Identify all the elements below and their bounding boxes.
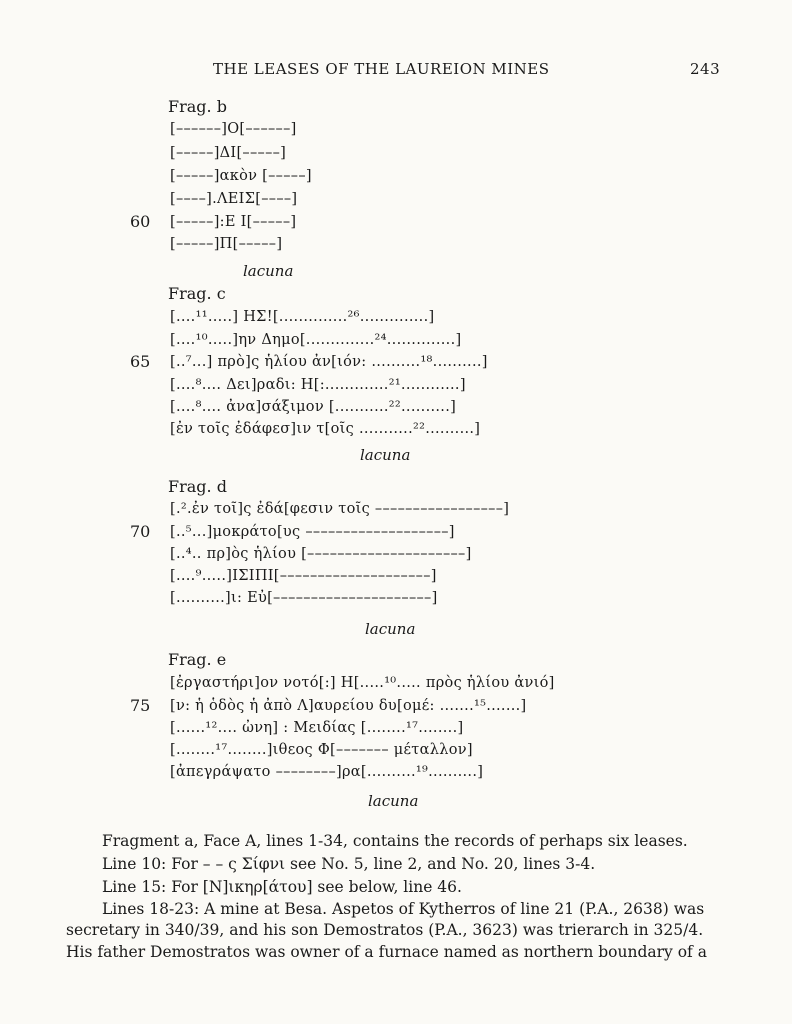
commentary-line: Line 10: For – – ς Σίφνι see No. 5, line 2, and No. 20, lines 3-4.: [102, 855, 596, 873]
lacuna-d: lacuna: [365, 620, 416, 638]
frag-d-line: [..⁴.. πρ]ὸς ἡλίου [–––––––––––––––––––––]: [170, 546, 472, 562]
commentary-line: Lines 18-23: A mine at Besa. Aspetos of Kytherros of line 21 (P.A., 2638) was: [102, 900, 705, 918]
frag-b-line: [––––].ΛΕΙΣ[––––]: [170, 191, 298, 207]
frag-c-line: [..⁷...] πρὸ]ς ἡλίου ἀν[ιόν: ..........¹⁸..........]: [170, 354, 488, 370]
frag-e-line: [......¹².... ὠνη] : Μειδίας [........¹⁷........]: [170, 720, 464, 736]
frag-c-line: [ἐν τοῖς ἐδάφεσ]ιν τ[οῖς ...........²²..........]: [170, 421, 481, 437]
frag-d-label: Frag. d: [168, 477, 227, 496]
lacuna-e: lacuna: [368, 792, 419, 810]
commentary-line: secretary in 340/39, and his son Demostratos (P.A., 3623) was trierarch in 325/4.: [66, 921, 704, 939]
frag-b-line: [–––––]ΔΙ[–––––]: [170, 145, 287, 161]
lacuna-b: lacuna: [243, 262, 294, 280]
frag-c-line: [....¹¹.....] ΗΣ![..............²⁶..............]: [170, 309, 435, 325]
commentary-line: His father Demostratos was owner of a furnace named as northern boundary of a: [66, 943, 707, 961]
frag-e-line: [........¹⁷........]ιθεος Φ[––––––– μέταλλον]: [170, 742, 473, 758]
frag-b-line: [–––––]ακὸν [–––––]: [170, 168, 312, 184]
frag-e-line: [ἀπεγράψατο ––––––––]ρα[..........¹⁹..........]: [170, 764, 484, 780]
frag-e-line: [ἐργαστήρι]ον νοτό[:] Η[.....¹⁰..... πρὸς ἡλίου ἀνιό]: [170, 675, 555, 691]
page-number: 243: [690, 60, 721, 78]
frag-d-line: [....⁹.....]ΙΣΙΠΙ[––––––––––––––––––––]: [170, 568, 437, 584]
frag-e-label: Frag. e: [168, 650, 227, 669]
line-number-60: 60: [130, 212, 151, 231]
frag-d-line: [..⁵...]μοκράτο[υς –––––––––––––––––––]: [170, 524, 455, 540]
frag-b-line: [–––––]:Ε Ι[–––––]: [170, 214, 297, 230]
frag-b-line: [––––––]Ο[––––––]: [170, 121, 297, 137]
line-number-75: 75: [130, 696, 151, 715]
frag-d-line: [.².ἐν τοῖ]ς ἐδά[φεσιν τοῖς –––––––––––––––––]: [170, 501, 510, 517]
line-number-65: 65: [130, 352, 151, 371]
frag-c-line: [....⁸.... Δει]ραδι: Η[:.............²¹............]: [170, 377, 466, 393]
frag-c-line: [....⁸.... ἀνα]σάξιμον [...........²²..........]: [170, 399, 457, 415]
frag-c-line: [....¹⁰.....]ην Δημο[..............²⁴..............]: [170, 332, 462, 348]
frag-b-label: Frag. b: [168, 97, 227, 116]
commentary-line: Fragment a, Face A, lines 1-34, contains the records of perhaps six leases.: [102, 832, 688, 850]
frag-d-line: [..........]ι: Εὐ[–––––––––––––––––––––]: [170, 590, 438, 606]
frag-c-label: Frag. c: [168, 284, 226, 303]
frag-b-line: [–––––]Π[–––––]: [170, 236, 283, 252]
frag-e-line: [ν: ἡ ὁδὸς ἡ ἀπὸ Λ]αυρείου δυ[ομέ: .......¹⁵.......]: [170, 698, 527, 714]
lacuna-c: lacuna: [360, 446, 411, 464]
commentary-line: Line 15: For [N]ικηρ[άτου] see below, line 46.: [102, 878, 462, 896]
running-header-title: THE LEASES OF THE LAUREION MINES: [213, 60, 550, 78]
line-number-70: 70: [130, 522, 151, 541]
